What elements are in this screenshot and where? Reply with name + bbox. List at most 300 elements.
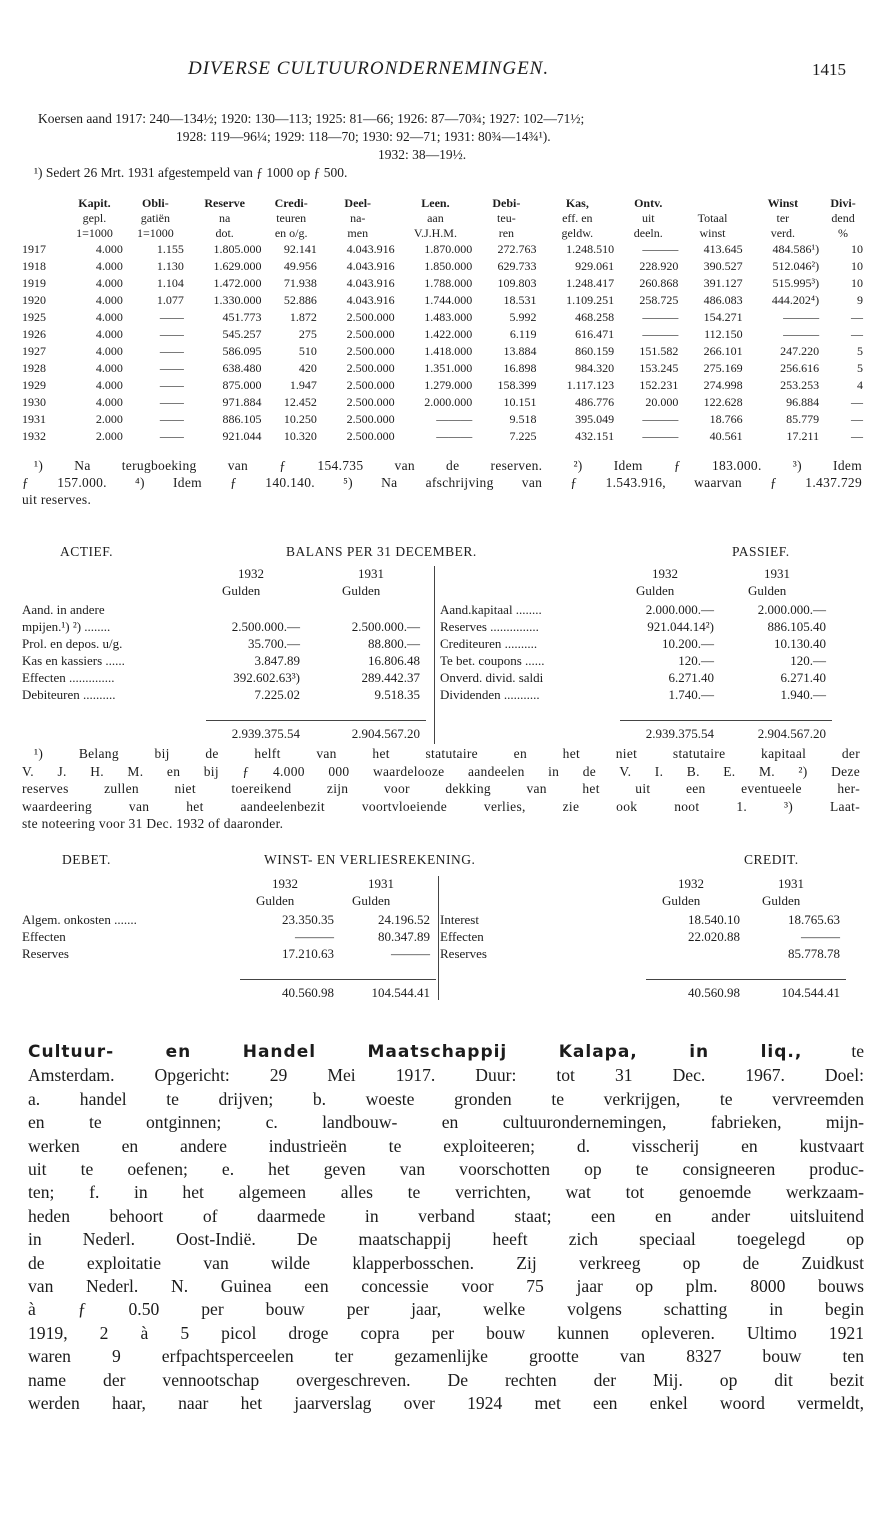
table-cell: 4.000 — [95, 378, 123, 392]
winst-debet-head: DEBET. — [62, 852, 111, 867]
table-row — [20, 258, 865, 275]
table-header-cell: Reserve — [204, 196, 245, 210]
table-cell: 860.159 — [575, 344, 615, 358]
table-cell: 5.992 — [509, 310, 537, 324]
balans-passief-year-1932: 1932 — [652, 566, 678, 581]
balans-passief-value: 2.000.000.— — [757, 602, 826, 617]
table-header-cell — [20, 226, 64, 241]
table-header-cell: ren — [498, 226, 515, 240]
balans-actief-unit: Gulden — [342, 583, 381, 598]
table-cell: 6.119 — [509, 327, 537, 341]
winst-debet-unit: Gulden — [352, 893, 391, 908]
table-cell: 484.586¹) — [772, 242, 820, 256]
winst-credit-value: 18.540.10 — [688, 912, 740, 927]
balans-actief-value: 88.800.— — [368, 636, 420, 651]
table-cell: 10 — [851, 259, 863, 273]
table-cell: 10.250 — [283, 412, 317, 426]
table-cell: 2.000.000 — [424, 395, 473, 409]
table-cell: 10.151 — [503, 395, 537, 409]
table-cell: 1.248.417 — [566, 276, 615, 290]
balans-note-line: ¹) Belang bij de helft van het statutaire en het niet statutaire kapitaal der — [34, 746, 860, 761]
winst-credit-unit: Gulden — [662, 893, 701, 908]
winst-debet-total: 104.544.41 — [371, 985, 430, 1000]
balans-note-line: ste noteering voor 31 Dec. 1932 of daaronder. — [22, 816, 284, 831]
balans-passief-value: 10.130.40 — [774, 636, 826, 651]
table-cell: 4.000 — [95, 395, 123, 409]
company-line-0: Cultuur- en Handel Maatschappij Kalapa, in liq., te — [28, 1041, 865, 1062]
table-header-cell: teuren — [276, 211, 307, 225]
company-line: à ƒ 0.50 per bouw per jaar, welke volgens schatting in begin — [28, 1299, 864, 1320]
table-cell: 40.561 — [709, 429, 743, 443]
winst-credit-label: Interest — [440, 912, 479, 927]
table-cell: 5 — [857, 361, 863, 375]
winst-debet-value: ——— — [391, 946, 430, 961]
table-cell: 1.744.000 — [424, 293, 473, 307]
table-cell: 13.884 — [503, 344, 537, 358]
balans-actief-label: Effecten .............. — [22, 670, 115, 685]
winst-debet-year-1931: 1931 — [368, 876, 394, 891]
table-cell: 274.998 — [703, 378, 743, 392]
table-cell: 112.150 — [704, 327, 743, 341]
balans-actief-label: Kas en kassiers ...... — [22, 653, 125, 668]
winst-title: WINST- EN VERLIESREKENING. — [264, 852, 476, 867]
balans-passief-value: 6.271.40 — [668, 670, 714, 685]
table-cell: 1.155 — [156, 242, 184, 256]
balans-note-line: reserves zullen niet toereikend zijn voor dekking van het uit een eventueele her- — [22, 781, 860, 796]
table-cell: 275.169 — [703, 361, 743, 375]
table-cell: 1926 — [22, 327, 46, 341]
table-cell: 444.202⁴) — [771, 293, 820, 307]
balans-passief-value: 10.200.— — [662, 636, 714, 651]
table-cell: 875.000 — [222, 378, 262, 392]
winst-credit-value: ——— — [801, 929, 840, 944]
table-cell: 5 — [857, 344, 863, 358]
balans-note-line: V. J. H. M. en bij ƒ 4.000 000 waardelooze aandeelen in de V. I. B. E. M. ²) Deze — [22, 763, 860, 779]
table-cell: 1.629.000 — [213, 259, 262, 273]
table-header-cell: Obli- — [142, 196, 169, 210]
company-line: ten; f. in het algemeen alles te verrichten, wat tot genoemde werkzaam- — [28, 1182, 864, 1203]
winst-debet-value: 17.210.63 — [282, 946, 334, 961]
table-cell: 1.850.000 — [424, 259, 473, 273]
table-cell: 260.868 — [639, 276, 679, 290]
table-header-cell: Ontv. — [634, 196, 663, 210]
table-cell: 586.095 — [222, 344, 262, 358]
table-cell: 1917 — [22, 242, 46, 256]
balans-actief-value: 2.500.000.— — [351, 619, 420, 634]
company-line: in Nederl. Oost-Indië. De maatschappij heeft zich speciaal toegelegd op — [28, 1229, 864, 1250]
table-cell: 638.480 — [222, 361, 262, 375]
table-cell: —— — [159, 429, 184, 443]
balans-actief-label: mpijen.¹) ²) ........ — [22, 619, 111, 634]
table-header-cell: 1=1000 — [136, 226, 174, 240]
company-line: heden behoort of daarmede in verband staat; een en ander uitsluitend — [28, 1205, 864, 1226]
table-cell: 413.645 — [703, 242, 743, 256]
balans-passief-total: 2.939.375.54 — [645, 726, 714, 741]
table-cell: —— — [159, 327, 184, 341]
table-cell: 20.000 — [645, 395, 679, 409]
table-cell: —— — [159, 395, 184, 409]
balans-actief-total-rule — [206, 720, 426, 721]
company-line: Amsterdam. Opgericht: 29 Mei 1917. Duur: tot 31 Dec. 1967. Doel: — [28, 1065, 864, 1086]
table-header-cell: winst — [699, 226, 726, 240]
table-cell: 984.320 — [575, 361, 615, 375]
table-cell: 152.231 — [639, 378, 679, 392]
table-cell: 9.518 — [509, 412, 537, 426]
table-header-cell: Divi- — [830, 196, 856, 210]
table-cell: 10 — [851, 276, 863, 290]
table-header-cell: uit — [641, 211, 655, 225]
winst-credit-total: 104.544.41 — [781, 985, 840, 1000]
table-row — [20, 309, 865, 326]
table-footnote-3: uit reserves. — [22, 492, 92, 507]
table-cell: 545.257 — [222, 327, 262, 341]
table-cell: 17.211 — [786, 429, 820, 443]
table-cell: 151.582 — [639, 344, 679, 358]
table-cell: — — [851, 327, 863, 341]
table-cell: 228.920 — [639, 259, 679, 273]
table-cell: 515.995³) — [772, 276, 820, 290]
balans-actief-value: 16.806.48 — [368, 653, 420, 668]
table-cell: 1930 — [22, 395, 46, 409]
winst-debet-label: Algem. onkosten ....... — [22, 912, 137, 927]
balans-passief-value: 120.— — [790, 653, 826, 668]
balans-actief-label: Aand. in andere — [22, 602, 105, 617]
table-cell: 432.151 — [575, 429, 615, 443]
table-cell: 1.805.000 — [213, 242, 262, 256]
table-cell: 420 — [298, 361, 317, 375]
table-cell: — — [851, 395, 863, 409]
balans-actief-value: 2.500.000.— — [231, 619, 300, 634]
winst-debet-year-1932: 1932 — [272, 876, 298, 891]
table-row — [20, 394, 865, 411]
table-cell: 486.776 — [575, 395, 615, 409]
table-cell: 1918 — [22, 259, 46, 273]
table-cell: 510 — [298, 344, 317, 358]
table-cell: 1.130 — [156, 259, 184, 273]
winst-credit-label: Effecten — [440, 929, 484, 944]
table-header-cell: verd. — [770, 226, 796, 240]
table-cell: 921.044 — [222, 429, 262, 443]
winst-credit-head: CREDIT. — [744, 852, 799, 867]
balans-passief-unit: Gulden — [748, 583, 787, 598]
winst-debet-unit: Gulden — [256, 893, 295, 908]
table-row — [20, 411, 865, 428]
company-line: en te ontginnen; c. landbouw- en cultuurondernemingen, fabrieken, mijn- — [28, 1112, 864, 1133]
table-cell: 1.077 — [156, 293, 184, 307]
balans-actief-unit: Gulden — [222, 583, 261, 598]
winst-credit-total-rule — [646, 979, 846, 980]
balans-actief-value: 3.847.89 — [254, 653, 300, 668]
table-cell: ——— — [642, 327, 679, 341]
winst-debet-value: 24.196.52 — [378, 912, 430, 927]
balans-actief-value: 35.700.— — [248, 636, 300, 651]
page-title: DIVERSE CULTUURONDERNEMINGEN. — [188, 58, 550, 79]
table-cell: 1931 — [22, 412, 46, 426]
table-cell: 2.500.000 — [346, 327, 395, 341]
table-cell: ——— — [642, 429, 679, 443]
table-header-cell — [20, 196, 64, 211]
koersen-note: ¹) Sedert 26 Mrt. 1931 afgestempeld van ƒ 1000 op ƒ 500. — [34, 165, 348, 180]
company-name: Cultuur- en Handel Maatschappij Kalapa, in liq., — [28, 1042, 803, 1062]
table-header-row — [20, 226, 865, 241]
winst-debet-value: 80.347.89 — [378, 929, 430, 944]
table-cell: 258.725 — [639, 293, 679, 307]
table-cell: 9 — [857, 293, 863, 307]
table-cell: 395.049 — [575, 412, 615, 426]
table-header-cell: Totaal — [697, 211, 728, 225]
table-cell: 4.000 — [95, 361, 123, 375]
winst-debet-total: 40.560.98 — [282, 985, 334, 1000]
table-cell: 1928 — [22, 361, 46, 375]
company-line: werken en andere industrieën te exploiteeren; d. visscherij en kustvaart — [28, 1135, 864, 1156]
table-cell: 52.886 — [283, 293, 317, 307]
winst-debet-label: Effecten — [22, 929, 66, 944]
table-cell: 2.500.000 — [346, 378, 395, 392]
table-cell: 1.870.000 — [424, 242, 473, 256]
table-row — [20, 275, 865, 292]
table-header-cell: geldw. — [561, 226, 594, 240]
winst-debet-value: ——— — [295, 929, 334, 944]
table-cell: 2.500.000 — [346, 395, 395, 409]
company-line: de exploitatie van wilde klapperbosschen. Zij verkreeg op de Zuidkust — [28, 1252, 864, 1273]
balans-actief-value: 9.518.35 — [374, 687, 420, 702]
table-cell: ——— — [436, 429, 473, 443]
table-header-cell: Winst — [767, 196, 799, 210]
table-cell: 4.000 — [95, 344, 123, 358]
table-cell: 1.248.510 — [566, 242, 615, 256]
table-cell: 1925 — [22, 310, 46, 324]
table-cell: 1.483.000 — [424, 310, 473, 324]
table-cell: 4.000 — [95, 242, 123, 256]
company-line: waren 9 erfpachtsperceelen ter gezamenlijke grootte van 8327 bouw ten — [28, 1346, 864, 1367]
balans-actief-label: Debiteuren .......... — [22, 687, 116, 702]
table-footnote-1: ¹) Na terugboeking van ƒ 154.735 van de reserven. ²) Idem ƒ 183.000. ³) Idem — [34, 458, 862, 473]
table-header-cell: V.J.H.M. — [413, 226, 457, 240]
winst-debet-value: 23.350.35 — [282, 912, 334, 927]
table-header-cell: gatiën — [140, 211, 171, 225]
winst-credit-total: 40.560.98 — [688, 985, 740, 1000]
table-header-cell: deeln. — [633, 226, 663, 240]
table-cell: 1.279.000 — [424, 378, 473, 392]
table-cell: 1.422.000 — [424, 327, 473, 341]
table-cell: 49.956 — [283, 259, 317, 273]
winst-credit-unit: Gulden — [762, 893, 801, 908]
table-row — [20, 241, 865, 258]
table-cell: 390.527 — [703, 259, 743, 273]
balans-passief-value: 921.044.14²) — [647, 619, 714, 634]
table-row — [20, 326, 865, 343]
table-cell: 4.000 — [95, 293, 123, 307]
table-cell: 2.000 — [95, 412, 123, 426]
table-cell: 18.531 — [503, 293, 537, 307]
balans-passief-value: 120.— — [678, 653, 714, 668]
table-cell: 1929 — [22, 378, 46, 392]
table-cell: 1932 — [22, 429, 46, 443]
table-cell: 4.000 — [95, 327, 123, 341]
table-cell: —— — [159, 310, 184, 324]
table-header-cell: en o/g. — [274, 226, 308, 240]
balans-actief-head: ACTIEF. — [60, 544, 114, 559]
winst-credit-year-1931: 1931 — [778, 876, 804, 891]
table-cell: 10.320 — [283, 429, 317, 443]
table-cell: —— — [159, 412, 184, 426]
table-cell: 1.418.000 — [424, 344, 473, 358]
table-header-cell: na — [218, 211, 231, 225]
table-cell: 616.471 — [575, 327, 615, 341]
table-header-cell: Debi- — [492, 196, 521, 210]
table-cell: 1.330.000 — [213, 293, 262, 307]
table-cell: 391.127 — [703, 276, 743, 290]
table-cell: 486.083 — [703, 293, 743, 307]
table-header-cell: dend — [831, 211, 855, 225]
table-cell: 2.500.000 — [346, 412, 395, 426]
table-cell: 1.872 — [289, 310, 317, 324]
table-row — [20, 428, 865, 445]
balans-passief-value: 886.105.40 — [767, 619, 826, 634]
table-cell: 1.117.123 — [566, 378, 615, 392]
table-header-cell: Kapit. — [78, 196, 111, 210]
balans-actief-total: 2.939.375.54 — [231, 726, 300, 741]
balans-passief-value: 2.000.000.— — [645, 602, 714, 617]
table-row — [20, 377, 865, 394]
balans-passief-label: Dividenden ........... — [440, 687, 540, 702]
table-cell: —— — [159, 378, 184, 392]
table-cell: 1.947 — [289, 378, 317, 392]
winst-credit-value: 85.778.78 — [788, 946, 840, 961]
balans-actief-value: 289.442.37 — [361, 670, 420, 685]
table-cell: 92.141 — [283, 242, 317, 256]
balans-passief-unit: Gulden — [636, 583, 675, 598]
table-cell: 4.043.916 — [346, 242, 395, 256]
table-cell: 468.258 — [575, 310, 615, 324]
balans-passief-value: 1.940.— — [780, 687, 826, 702]
table-header-cell: men — [347, 226, 369, 240]
table-cell: 4 — [857, 378, 863, 392]
table-cell: 109.803 — [497, 276, 537, 290]
table-header-cell — [680, 196, 744, 211]
table-cell: 4.000 — [95, 310, 123, 324]
balans-passief-value: 6.271.40 — [780, 670, 826, 685]
table-header-cell: eff. en — [562, 211, 593, 225]
koersen-line-3: 1932: 38—19½. — [378, 147, 467, 162]
balans-passief-label: Onverd. divid. saldi — [440, 670, 544, 685]
table-cell: 18.766 — [709, 412, 743, 426]
company-line: van Nederl. N. Guinea een concessie voor 75 jaar op plm. 8000 bouws — [28, 1276, 864, 1297]
table-cell: 1919 — [22, 276, 46, 290]
winst-debet-total-rule — [240, 979, 436, 980]
winst-credit-value: 18.765.63 — [788, 912, 840, 927]
table-header-cell: na- — [350, 211, 366, 225]
company-line: a. handel te drijven; b. woeste gronden te verkrijgen, te vervreemden — [28, 1088, 864, 1109]
balans-passief-label: Reserves ............... — [440, 619, 539, 634]
balans-actief-year-1931: 1931 — [358, 566, 384, 581]
balans-passief-label: Te bet. coupons ...... — [440, 653, 545, 668]
table-cell: 1.104 — [156, 276, 184, 290]
table-cell: 154.271 — [703, 310, 743, 324]
table-header-cell: dot. — [215, 226, 234, 240]
table-header-row — [20, 196, 865, 211]
balans-passief-label: Crediteuren .......... — [440, 636, 538, 651]
balans-passief-total-rule — [620, 720, 832, 721]
table-cell: —— — [159, 361, 184, 375]
table-cell: — — [851, 429, 863, 443]
table-cell: ——— — [642, 310, 679, 324]
figures-table — [20, 196, 865, 445]
table-cell: 1.788.000 — [424, 276, 473, 290]
table-cell: 4.043.916 — [346, 293, 395, 307]
balans-passief-label: Aand.kapitaal ........ — [440, 602, 542, 617]
balans-note-line: waardeering van het aandeelenbezit voortvloeiende verlies, zie ook noot 1. ³) Laat- — [22, 798, 860, 814]
table-cell: 71.938 — [283, 276, 317, 290]
table-cell: 2.500.000 — [346, 429, 395, 443]
table-cell: 4.043.916 — [346, 259, 395, 273]
koersen-line-2: 1928: 119—96¼; 1929: 118—70; 1930: 92—71; 1931: 80¾—14¾¹). — [176, 129, 551, 144]
winst-credit-value: 22.020.88 — [688, 929, 740, 944]
balans-title: BALANS PER 31 DECEMBER. — [286, 544, 477, 559]
table-cell: 971.884 — [222, 395, 262, 409]
table-cell: ——— — [642, 412, 679, 426]
winst-debet-label: Reserves — [22, 946, 69, 961]
table-cell: 85.779 — [786, 412, 820, 426]
balans-actief-value: 7.225.02 — [254, 687, 300, 702]
winst-credit-label: Reserves — [440, 946, 487, 961]
table-header-cell — [20, 211, 64, 226]
balans-passief-value: 1.740.— — [668, 687, 714, 702]
table-footnote-2: ƒ 157.000. ⁴) Idem ƒ 140.140. ⁵) Na afschrijving van ƒ 1.543.916, waarvan ƒ 1.437.729 — [22, 475, 862, 490]
balans-divider — [434, 566, 435, 744]
table-cell: 1927 — [22, 344, 46, 358]
table-cell: 1.109.251 — [566, 293, 615, 307]
table-cell: 96.884 — [786, 395, 820, 409]
company-line: name der vennootschap overgeschreven. De rechten der Mij. op dit bezit — [28, 1369, 864, 1390]
table-cell: 253.253 — [780, 378, 820, 392]
table-header-cell: teu- — [497, 211, 516, 225]
company-paragraph — [28, 1040, 864, 1416]
table-cell: 158.399 — [497, 378, 537, 392]
balans-passief-total: 2.904.567.20 — [757, 726, 826, 741]
table-cell: 256.616 — [780, 361, 820, 375]
table-row — [20, 343, 865, 360]
table-row — [20, 292, 865, 309]
table-cell: 272.763 — [497, 242, 537, 256]
table-cell: —— — [159, 344, 184, 358]
table-cell: 7.225 — [509, 429, 537, 443]
table-cell: 2.500.000 — [346, 361, 395, 375]
table-cell: 1920 — [22, 293, 46, 307]
table-cell: 12.452 — [283, 395, 317, 409]
table-cell: 4.000 — [95, 259, 123, 273]
company-line: werden haar, naar het jaarverslag over 1924 met een enkel woord vermeldt, — [28, 1393, 864, 1414]
table-cell: 1.351.000 — [424, 361, 473, 375]
table-cell: 266.101 — [703, 344, 743, 358]
winst-divider — [438, 876, 439, 1000]
table-header-cell: Kas, — [565, 196, 589, 210]
company-line: 1919, 2 à 5 picol droge copra per bouw kunnen opleveren. Ultimo 1921 — [28, 1322, 864, 1343]
table-cell: 886.105 — [222, 412, 262, 426]
balans-actief-label: Prol. en depos. u/g. — [22, 636, 123, 651]
table-cell: 2.000 — [95, 429, 123, 443]
table-header-cell: gepl. — [82, 211, 107, 225]
table-cell: 451.773 — [222, 310, 262, 324]
table-cell: 929.061 — [575, 259, 615, 273]
page-number: 1415 — [812, 60, 846, 79]
table-cell: 10 — [851, 242, 863, 256]
balans-actief-year-1932: 1932 — [238, 566, 264, 581]
table-header-cell: aan — [427, 211, 444, 225]
table-cell: 4.043.916 — [346, 276, 395, 290]
table-header-cell: Credi- — [274, 196, 308, 210]
winst-credit-year-1932: 1932 — [678, 876, 704, 891]
